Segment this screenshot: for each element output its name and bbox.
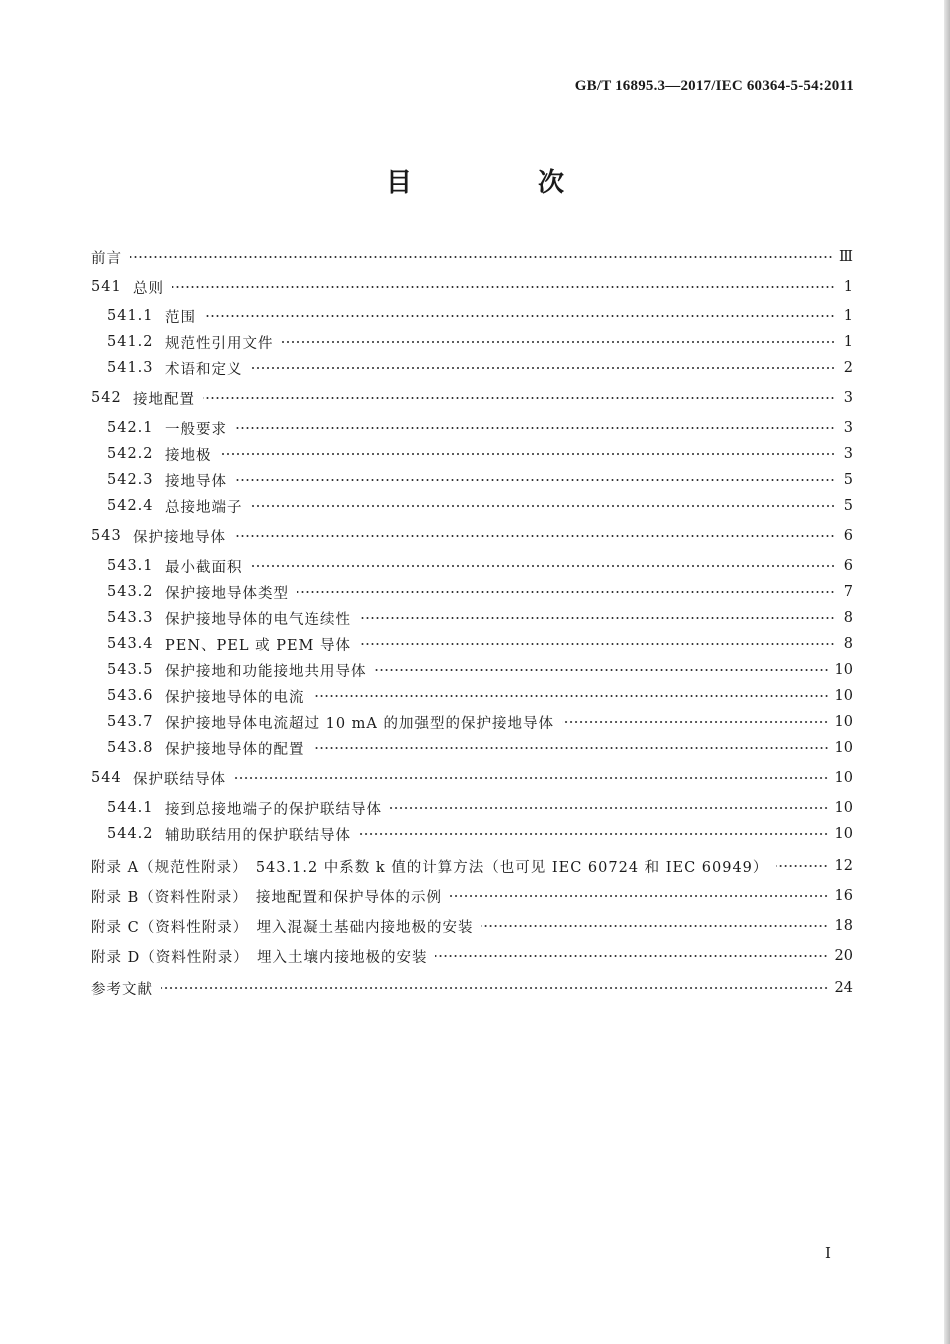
toc-entry[interactable] [107, 709, 853, 735]
toc-leader-dots [251, 504, 836, 508]
toc-entry-title: 附录 C（资料性附录） 埋入混凝土基础内接地极的安装 [91, 919, 474, 936]
toc-entry[interactable] [107, 605, 853, 631]
toc-entry-title: 附录 A（规范性附录） 543.1.2 中系数 k 值的计算方法（也可见 IEC 60724 和 IEC 60949） [91, 859, 769, 876]
toc-leader-dots [481, 924, 828, 928]
toc-entry[interactable] [107, 553, 853, 579]
toc-entry-page: 10 [834, 800, 853, 816]
toc-entry-title: 保护接地导体 [133, 529, 226, 546]
toc-entry-number: 542 [91, 390, 122, 406]
toc-leader-dots [203, 396, 835, 400]
toc-entry[interactable] [91, 385, 853, 411]
toc-entry-page: 10 [834, 688, 853, 704]
toc-entry[interactable] [107, 631, 853, 657]
toc-leader-dots [313, 694, 829, 698]
toc-entry-title: 保护接地导体电流超过 10 mA 的加强型的保护接地导体 [165, 715, 554, 732]
toc-entry[interactable] [107, 493, 853, 519]
toc-entry[interactable] [107, 303, 853, 329]
toc-entry-page: 8 [843, 636, 853, 652]
toc-leader-dots [562, 720, 829, 724]
toc-entry-number: 543.8 [107, 740, 154, 756]
toc-entry-title: 接地极 [165, 447, 212, 464]
toc-entry[interactable] [107, 355, 853, 381]
toc-entry[interactable] [107, 795, 853, 821]
toc-entry-title: 接地导体 [165, 473, 227, 490]
toc-entry-title: 保护接地和功能接地共用导体 [165, 663, 367, 680]
toc-leader-dots [220, 452, 836, 456]
toc-entry-number: 542.4 [107, 498, 154, 514]
toc-leader-dots [776, 864, 828, 868]
toc-entry-title: 辅助联结用的保护联结导体 [165, 827, 351, 844]
toc-entry[interactable] [107, 467, 853, 493]
toc-leader-dots [450, 894, 829, 898]
toc-entry-page: 1 [843, 334, 853, 350]
toc-entry[interactable] [107, 657, 853, 683]
toc-entry-page: 16 [834, 888, 853, 904]
toc-entry-number: 541 [91, 279, 122, 295]
toc-entry-page: 5 [843, 472, 853, 488]
toc-entry[interactable] [107, 683, 853, 709]
toc-leader-dots [359, 832, 829, 836]
toc-entry-title: 附录 D（资料性附录） 埋入土壤内接地极的安装 [91, 949, 428, 966]
toc-entry-page: 3 [843, 390, 853, 406]
toc-entry-title: 保护联结导体 [133, 771, 226, 788]
toc-entry-title: 范围 [165, 309, 196, 326]
toc-entry-page: 7 [843, 584, 853, 600]
toc-entry[interactable] [107, 415, 853, 441]
toc-leader-dots [282, 340, 836, 344]
page-edge-shadow [944, 0, 950, 1344]
toc-entry-title: 前言 [91, 250, 122, 267]
toc-entry-page: 1 [843, 279, 853, 295]
toc-leader-dots [130, 255, 833, 259]
toc-entry-page: 12 [834, 858, 853, 874]
toc-entry-page: 8 [843, 610, 853, 626]
toc-entry[interactable] [91, 975, 853, 1001]
toc-entry-page: 10 [834, 740, 853, 756]
toc-entry-title: 保护接地导体的电气连续性 [165, 611, 351, 628]
toc-leader-dots [234, 776, 829, 780]
toc-leader-dots [235, 426, 835, 430]
toc-leader-dots [359, 642, 835, 646]
toc-entry-title: 总则 [133, 280, 164, 297]
toc-entry-page: 20 [834, 948, 853, 964]
toc-entry-number: 541.3 [107, 360, 154, 376]
toc-entry-page: 24 [834, 980, 853, 996]
toc-entry-page: Ⅲ [839, 249, 853, 265]
toc-entry-number: 543.3 [107, 610, 154, 626]
toc-entry[interactable] [107, 441, 853, 467]
toc-entry-title: 附录 B（资料性附录） 接地配置和保护导体的示例 [91, 889, 443, 906]
toc-entry-number: 542.1 [107, 420, 154, 436]
toc-entry-page: 6 [843, 528, 853, 544]
toc-entry-number: 543 [91, 528, 122, 544]
toc-entry-page: 10 [834, 662, 853, 678]
toc-entry-title: 总接地端子 [165, 499, 243, 516]
toc-leader-dots [251, 564, 836, 568]
toc-entry-number: 543.1 [107, 558, 154, 574]
toc-entry[interactable] [91, 913, 853, 939]
page-title: 目 次 [385, 168, 614, 198]
toc-entry-title: 接到总接地端子的保护联结导体 [165, 801, 382, 818]
toc-entry-page: 2 [843, 360, 853, 376]
toc-entry-title: 接地配置 [133, 391, 195, 408]
toc-leader-dots [204, 314, 835, 318]
toc-entry-page: 3 [843, 420, 853, 436]
toc-entry-title: 一般要求 [165, 421, 227, 438]
toc-leader-dots [172, 285, 835, 289]
toc-entry-title: 保护接地导体类型 [165, 585, 289, 602]
toc-leader-dots [234, 534, 835, 538]
toc-entry-page: 10 [834, 826, 853, 842]
toc-leader-dots [359, 616, 835, 620]
toc-leader-dots [161, 986, 829, 990]
toc-entry-title: 保护接地导体的配置 [165, 741, 305, 758]
toc-entry-number: 544 [91, 770, 122, 786]
toc-leader-dots [297, 590, 835, 594]
toc-entry-page: 1 [843, 308, 853, 324]
toc-entry[interactable] [91, 943, 853, 969]
toc-entry[interactable] [107, 329, 853, 355]
toc-entry[interactable] [91, 853, 853, 879]
toc-entry-title: 最小截面积 [165, 559, 243, 576]
toc-leader-dots [235, 478, 835, 482]
toc-leader-dots [375, 668, 829, 672]
toc-entry[interactable] [107, 579, 853, 605]
toc-entry-number: 543.4 [107, 636, 154, 652]
toc-entry[interactable] [91, 883, 853, 909]
toc-entry-page: 3 [843, 446, 853, 462]
toc-entry-title: 术语和定义 [165, 361, 243, 378]
toc-entry-number: 543.5 [107, 662, 154, 678]
page-number: I [825, 1244, 831, 1262]
toc-entry-title: PEN、PEL 或 PEM 导体 [165, 637, 352, 654]
toc-entry[interactable] [91, 523, 853, 549]
toc-leader-dots [435, 954, 828, 958]
toc-leader-dots [251, 366, 836, 370]
toc-entry-number: 543.2 [107, 584, 154, 600]
toc-leader-dots [390, 806, 829, 810]
toc-entry[interactable] [107, 735, 853, 761]
toc-entry-number: 544.1 [107, 800, 154, 816]
standard-code-header: GB/T 16895.3—2017/IEC 60364-5-54:2011 [574, 78, 854, 94]
toc-entry-page: 18 [834, 918, 853, 934]
toc-entry-number: 542.2 [107, 446, 154, 462]
toc-entry-number: 544.2 [107, 826, 154, 842]
toc-entry[interactable] [91, 244, 853, 270]
toc-entry[interactable] [91, 765, 853, 791]
toc-entry-number: 543.6 [107, 688, 154, 704]
toc-entry-title: 参考文献 [91, 981, 153, 998]
toc-entry-page: 5 [843, 498, 853, 514]
toc-entry-title: 规范性引用文件 [165, 335, 274, 352]
toc-entry-number: 543.7 [107, 714, 154, 730]
toc-entry-page: 6 [843, 558, 853, 574]
toc-entry-page: 10 [834, 714, 853, 730]
toc-entry-page: 10 [834, 770, 853, 786]
toc-entry[interactable] [91, 274, 853, 300]
toc-leader-dots [313, 746, 829, 750]
toc-entry-title: 保护接地导体的电流 [165, 689, 305, 706]
toc-entry-number: 541.2 [107, 334, 154, 350]
toc-entry-number: 541.1 [107, 308, 154, 324]
toc-entry[interactable] [107, 821, 853, 847]
toc-entry-number: 542.3 [107, 472, 154, 488]
